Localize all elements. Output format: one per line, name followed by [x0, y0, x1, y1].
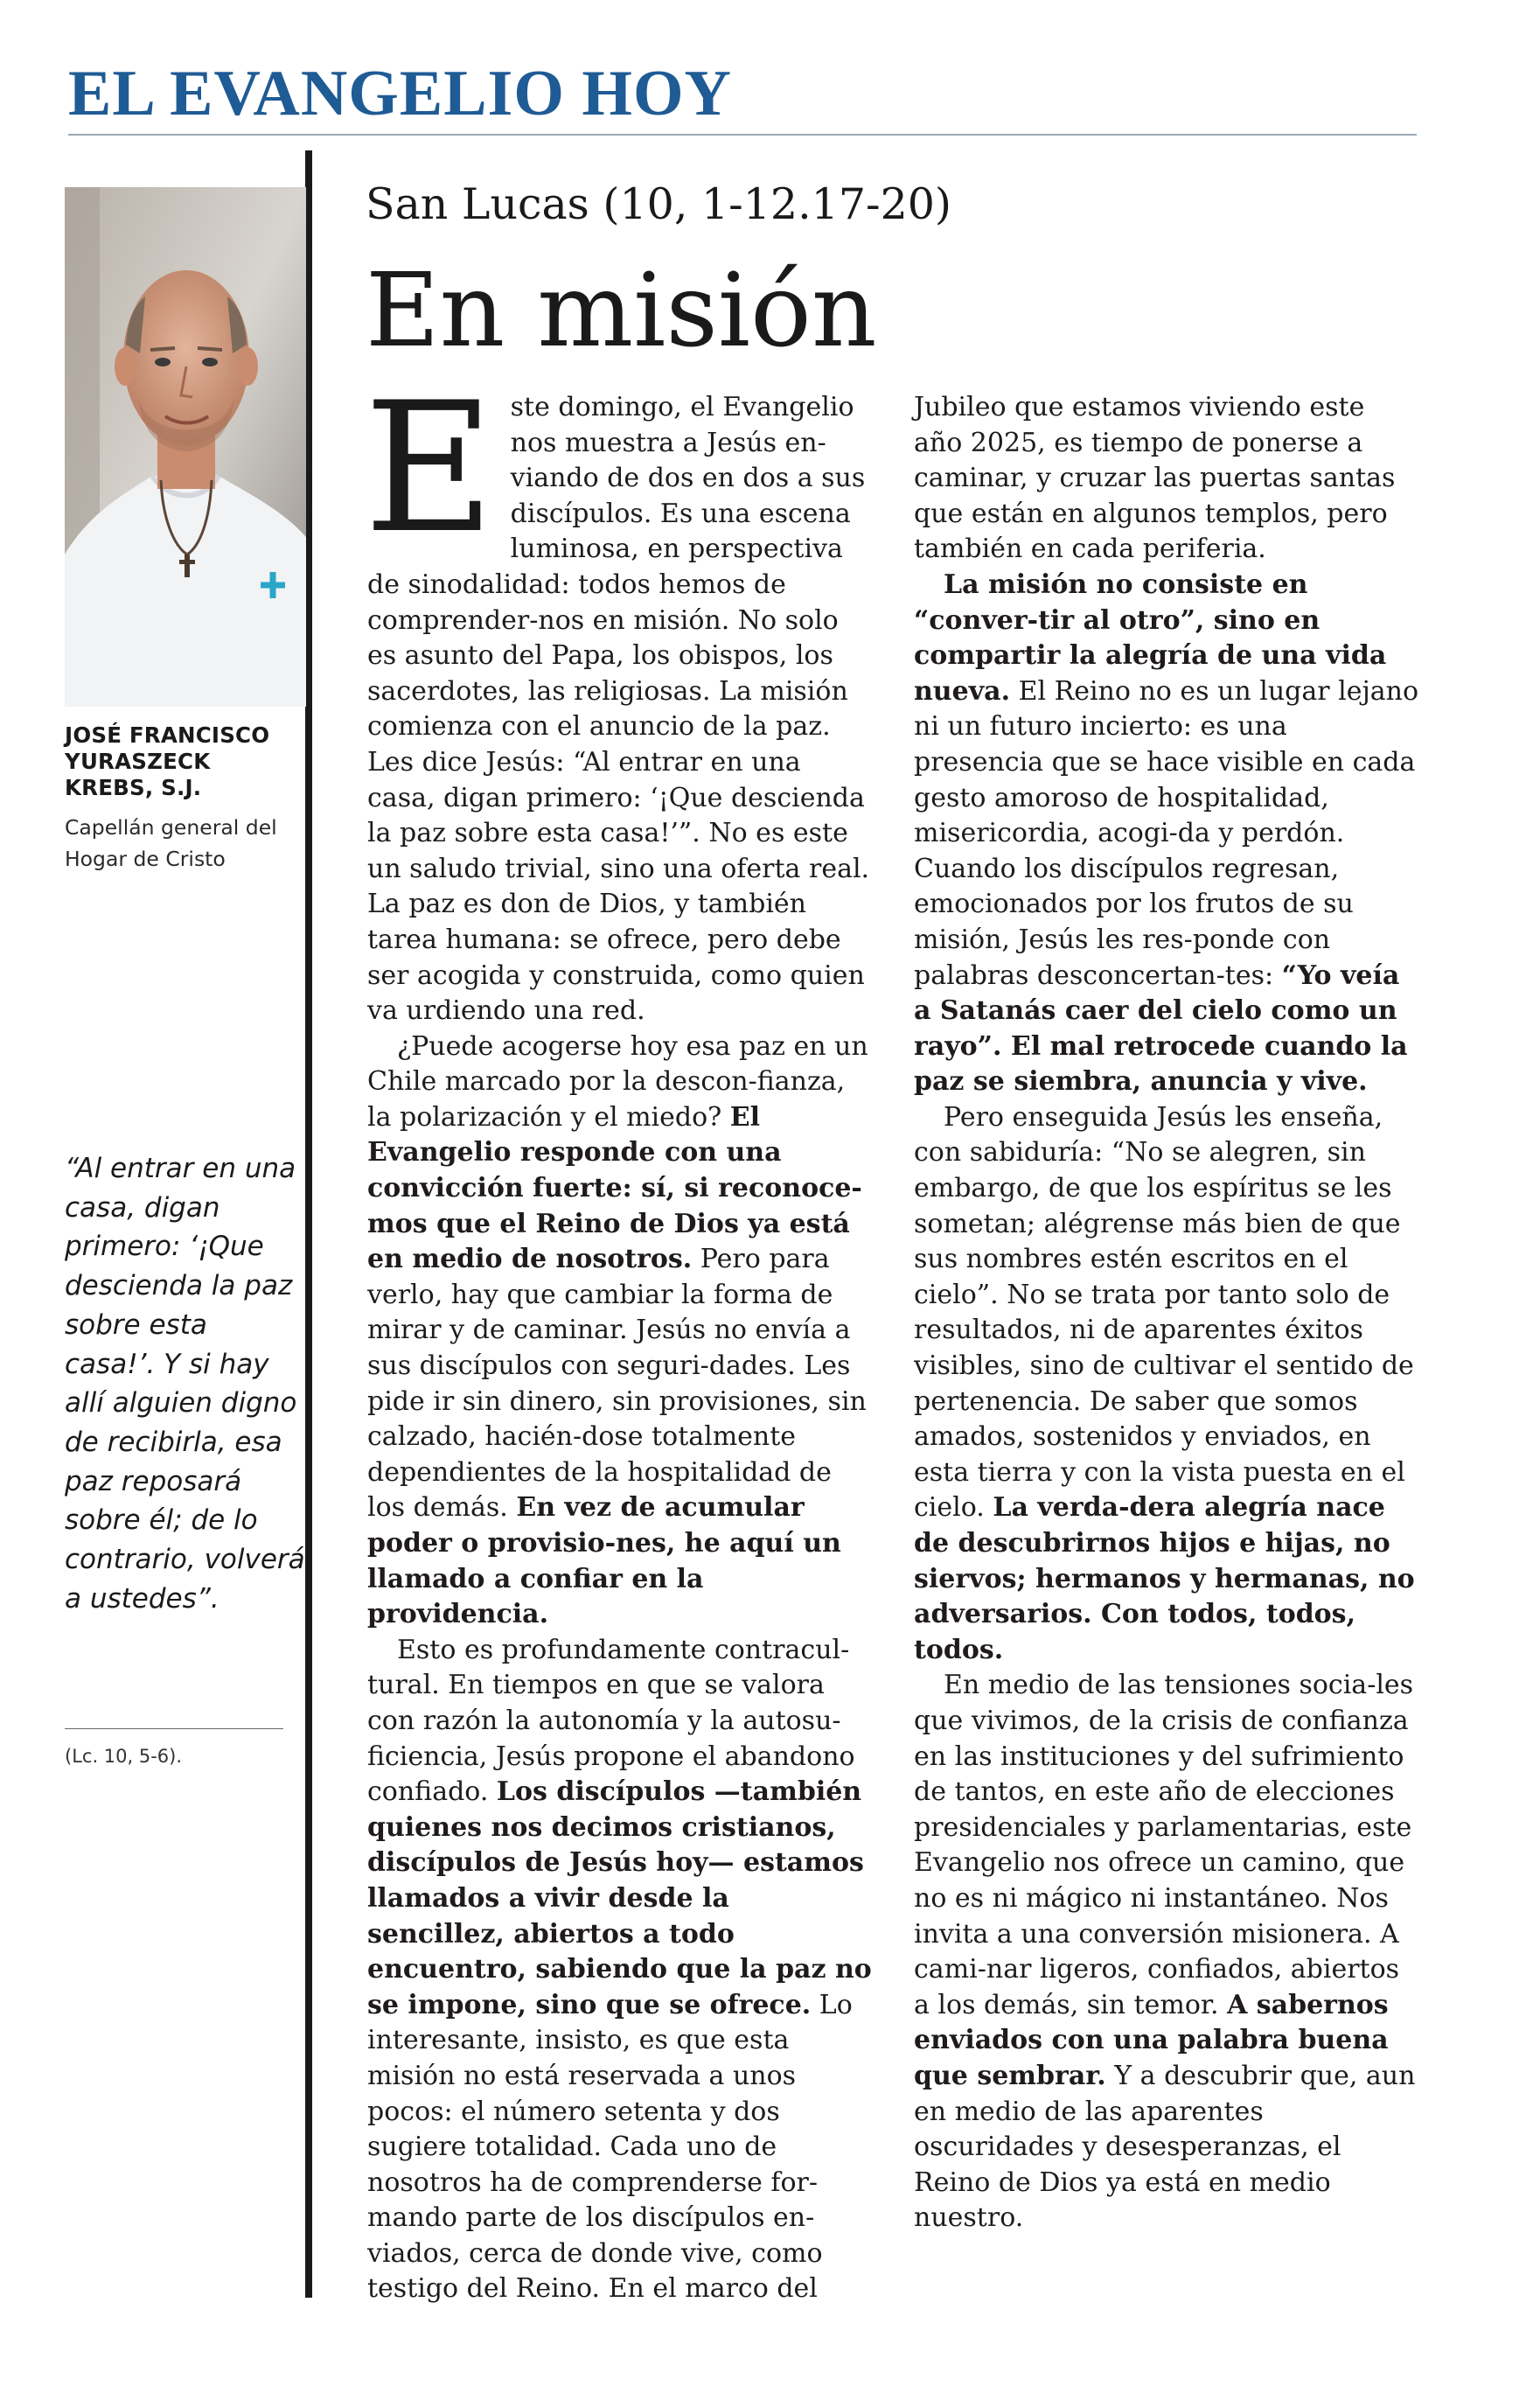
author-photo	[65, 187, 306, 707]
paragraph-6	[914, 1100, 1421, 1669]
paragraph-4	[914, 390, 1421, 568]
paragraph-1	[364, 365, 873, 1029]
paragraph-5-highlight: La misión no consiste en “conver-tir al otro”, sino en compartir la alegría de una vida nueva.	[914, 569, 1387, 707]
paragraph-2-highlight: El Evangelio responde con una convicción fuerte: sí, si reconoce-mos que el Reino de Dios ya está en medio de nosotros.	[367, 1101, 862, 1275]
paragraph-7-c: Y a descubrir que, aun en medio de las aparentes oscuridades y desesperanzas, el Reino de Dios ya está en medio nuestro.	[914, 2060, 1416, 2234]
article-column-1	[364, 365, 873, 2307]
paragraph-4-text: Jubileo que estamos viviendo este año 2025, es tiempo de ponerse a caminar, y cruzar las puertas santas que están en algunos templos, pero también en cada periferia.	[914, 392, 1396, 565]
paragraph-2-a: ¿Puede acogerse hoy esa paz en un Chile marcado por la descon-fianza, la polarización y el miedo?	[367, 1030, 868, 1133]
pull-quote: “Al entrar en una casa, digan primero: ‘¡Que descienda la paz sobre esta casa!’. Y si hay allí alguien digno de recibirla, esa paz reposará sobre él; de lo contrario, volverá a ustedes”.	[65, 1153, 305, 1615]
paragraph-5-highlight-2: “Yo veía a Satanás caer del cielo como un rayo”. El mal retrocede cuando la paz se siembra, anuncia y vive.	[914, 959, 1408, 1098]
paragraph-3-a: Esto es profundamente contracul-tural. En tiempos en que se valora con razón la autonomía y la autosu-ficiencia, Jesús propone el abandono confiado.	[367, 1634, 855, 1808]
paragraph-3-c: Lo interesante, insisto, es que esta misión no está reservada a unos pocos: el número setenta y dos sugiere totalidad. Cada uno de nosotros ha de comprenderse for-mando parte de los discípulos en-viados, cerca de donde vive, como testigo del Reino. En el marco del	[367, 1989, 853, 2305]
paragraph-6-a: Pero enseguida Jesús les enseña, con sabiduría: “No se alegren, sin embargo, de que los espíritus se les sometan; alégrense más bien de que sus nombres estén escritos en el cielo”. No se trata por tanto solo de resultados, ni de aparentes éxitos visibles, sino de cultivar el sentido de pertenencia. De saber que somos amados, sostenidos y enviados, en esta tierra y con la vista puesta en el cielo.	[914, 1101, 1414, 1524]
paragraph-2-highlight-2: En vez de acumular poder o provisio-nes, he aquí un llamado a confiar en la providencia.	[367, 1492, 841, 1630]
drop-cap: E	[364, 365, 495, 573]
paragraph-6-highlight: La verda-dera alegría nace de descubrirnos hijos e hijas, no siervos; hermanos y hermanas, no adversarios. Con todos, todos, todos.	[914, 1492, 1415, 1665]
paragraph-2	[367, 1029, 873, 1633]
paragraph-7-highlight: A sabernos enviados con una palabra buena que sembrar.	[914, 1989, 1389, 2091]
header-rule	[68, 134, 1417, 136]
article-column-2	[914, 390, 1421, 2236]
column-divider	[305, 150, 312, 2298]
paragraph-3	[367, 1633, 873, 2307]
article-kicker: San Lucas (10, 1-12.17-20)	[366, 179, 952, 229]
paragraph-3-highlight: Los discípulos —también quienes nos decimos cristianos, discípulos de Jesús hoy— estamos llamados a vivir desde la sencillez, abiertos a todo encuentro, sabiendo que la paz no se impone, sino que se ofrece.	[367, 1776, 872, 2020]
paragraph-5-b: El Reino no es un lugar lejano ni un futuro incierto: es una presencia que se hace visible en cada gesto amoroso de hospitalidad, misericordia, acogi-da y perdón. Cuando los discípulos regresan, emocionados por los frutos de su misión, Jesús les res-ponde con palabras desconcertan-tes:	[914, 675, 1419, 991]
quote-rule	[65, 1728, 283, 1729]
paragraph-2-c: Pero para verlo, hay que cambiar la forma de mirar y de caminar. Jesús no envía a sus discípulos con seguri-dades. Les pide ir sin dinero, sin provisiones, sin calzado, hacién-dose totalmente dependientes de la hospitalidad de los demás.	[367, 1244, 867, 1524]
author-role: Capellán general del Hogar de Cristo	[65, 815, 277, 871]
paragraph-1-lead: ste domingo, el Evangelio nos muestra a Jesús en-viando de dos en dos a sus discípulos.	[510, 392, 866, 529]
article-headline: En misión	[366, 252, 877, 370]
section-title: EL EVANGELIO HOY	[68, 58, 732, 129]
paragraph-7	[914, 1668, 1421, 2236]
paragraph-1-text: Es una escena luminosa, en perspectiva de sinodalidad: todos hemos de comprender-nos en misión. No solo es asunto del Papa, los obispos, los sacerdotes, las religiosas. La misión comienza con el anuncio de la paz. Les dice Jesús: “Al entrar en una casa, digan primero: ‘¡Que descienda la paz sobre esta casa!’”. No es este un saludo trivial, sino una oferta real. La paz es don de Dios, y también tarea humana: se ofrece, pero debe ser acogida y construida, como quien va urdiendo una red.	[367, 498, 870, 1027]
paragraph-7-a: En medio de las tensiones socia-les que vivimos, de la crisis de confianza en las instituciones y del sufrimiento de tantos, en este año de elecciones presidenciales y parlamentarias, este Evangelio nos ofrece un camino, que no es ni mágico ni instantáneo. Nos invita a una conversión misionera. A cami-nar ligeros, confiados, abiertos a los demás, sin temor.	[914, 1670, 1414, 2020]
paragraph-5	[914, 568, 1421, 1100]
quote-citation: (Lc. 10, 5-6).	[65, 1746, 183, 1767]
author-name: JOSÉ FRANCISCO YURASZECK KREBS, S.J.	[65, 722, 270, 800]
